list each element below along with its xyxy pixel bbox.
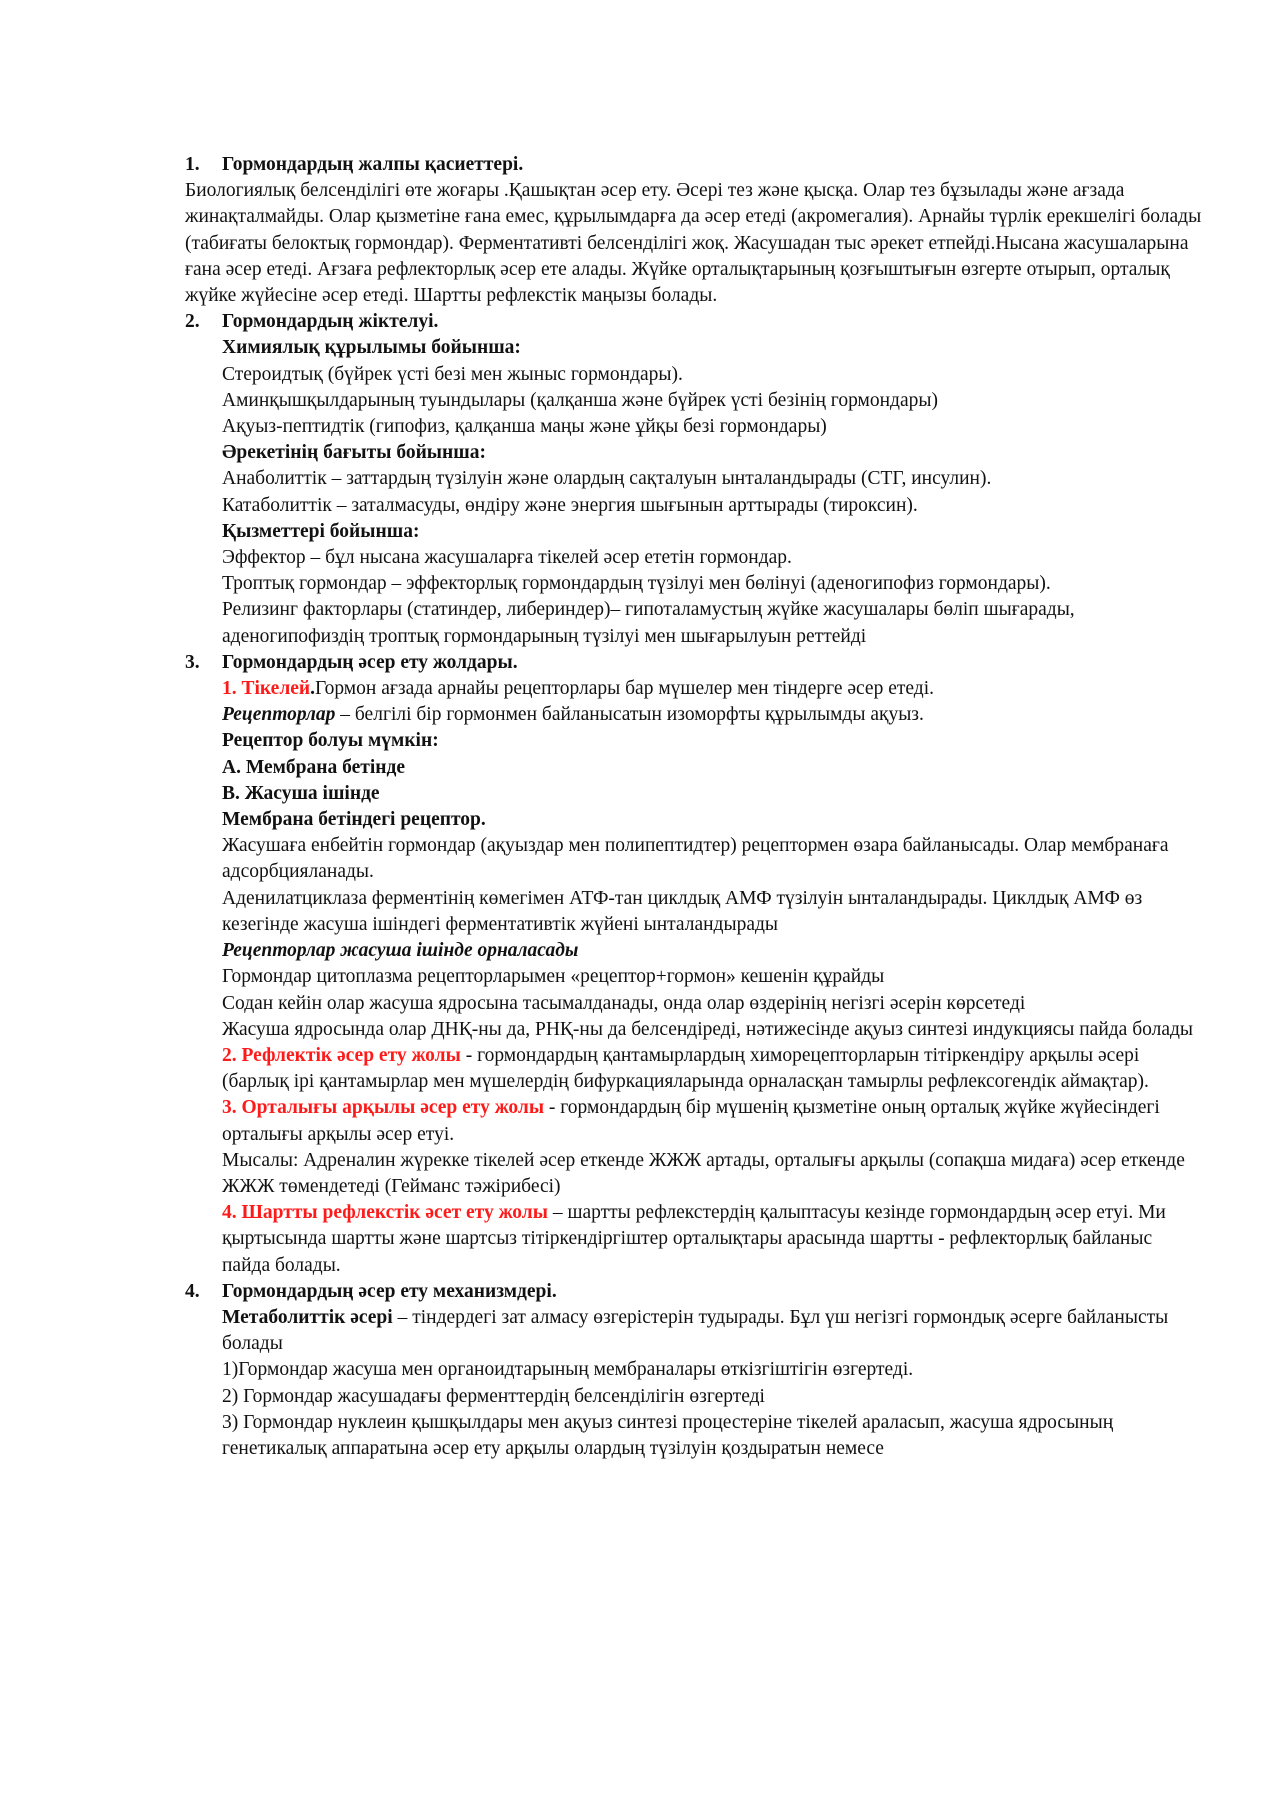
- subheading: Рецептор болуы мүмкін:: [222, 730, 439, 752]
- section-title: Гормондардың жіктелуі.: [222, 311, 439, 333]
- direct-path-paragraph: [222, 676, 1205, 702]
- text-span: Гормон ағзада арнайы рецепторлары бар мүшелер мен тіндерге әсер етеді.: [315, 678, 935, 700]
- subheading: Мембрана бетіндегі рецептор.: [222, 809, 486, 831]
- section-4-heading: [185, 1279, 1205, 1305]
- section-1-heading: [185, 152, 1205, 178]
- text-span: – шартты рефлекстердің қалыптасуы кезінде гормондардың әсер етуі. Ми қыртысында шартты және шартсыз тітіркендіргіштер орталықтары арасында шартты - рефлекторлық байланыс пайда болады.: [222, 1202, 1166, 1276]
- list-item: 1)Гормондар жасуша мен органоидтарының мембраналары өткізгіштігін өзгертеді.: [222, 1359, 914, 1381]
- text-line: Содан кейін олар жасуша ядросына тасымалданады, онда олар өздерінің негізгі әсерін көрсетеді: [222, 992, 1026, 1014]
- section-2-heading: [185, 309, 1205, 335]
- section-2-body: [185, 335, 1205, 649]
- text-line: Аминқышқылдарының туындылары (қалқанша және бүйрек үсті безінің гормондары): [222, 389, 938, 411]
- text-line: Стероидтық (бүйрек үсті безі мен жыныс гормондары).: [222, 363, 683, 385]
- section-number: 3.: [185, 651, 200, 673]
- section-3-body: [185, 676, 1205, 1279]
- list-item: 3) Гормондар нуклеин қышқылдары мен ақуыз синтезі процестеріне тікелей араласып, жасуша ядросының генетикалық аппаратына әсер ету арқылы олардың түзілуін қоздыратын немесе: [222, 1411, 1114, 1459]
- term: Метаболиттік әсері: [222, 1306, 393, 1328]
- subheading: В. Жасуша ішінде: [222, 782, 380, 804]
- center-path-paragraph: [222, 1095, 1205, 1147]
- text-span: - гормондардың бір мүшенің қызметіне оның орталық жүйке жүйесіндегі орталығы арқылы әсер етуі.: [222, 1097, 1160, 1145]
- text-line: Релизинг факторлары (статиндер, либериндер)– гипоталамустың жүйке жасушалары бөліп шығарады, аденогипофиздің троптық гормондарының түзілуі мен шығарылуын реттейді: [222, 599, 1075, 647]
- text-line: Эффектор – бұл нысана жасушаларға тікелей әсер ететін гормондар.: [222, 547, 792, 569]
- section-title: Гормондардың жалпы қасиеттері.: [222, 154, 524, 175]
- highlight-term: 3. Орталығы арқылы әсер ету жолы: [222, 1097, 545, 1119]
- list-item: 2) Гормондар жасушадағы ферменттердің белсенділігін өзгертеді: [222, 1385, 765, 1407]
- section-number: 1.: [185, 154, 200, 175]
- text-line: Катаболиттік – заталмасуды, өндіру және энергия шығынын арттырады (тироксин).: [222, 494, 918, 516]
- section-title: Гормондардың әсер ету механизмдері.: [222, 1280, 557, 1302]
- metabolic-effect-paragraph: [222, 1305, 1205, 1357]
- punctuation: .: [310, 678, 316, 700]
- section-number: 4.: [185, 1280, 200, 1302]
- text-line: Жасуша ядросында олар ДНҚ-ны да, РНҚ-ны да белсендіреді, нәтижесінде ақуыз синтезі индукциясы пайда болады: [222, 1018, 1194, 1040]
- text-span: – тіндердегі зат алмасу өзгерістерін тудырады. Бұл үш негізгі гормондық әсерге байланысты болады: [222, 1306, 1169, 1355]
- text-span: - гормондардың қантамырлардың химорецепторларын тітіркендіру арқылы әсері (барлық ірі қантамырлар мен мүшелердің бифуркацияларында орналасқан тамырлы рефлексогендік аймақтар).: [222, 1044, 1149, 1093]
- highlight-term: 4. Шартты рефлекстік әсет ету жолы: [222, 1202, 548, 1224]
- text-line: Мысалы: Адреналин жүрекке тікелей әсер еткенде ЖЖЖ артады, орталығы арқылы (сопақша мидаға) әсер еткенде ЖЖЖ төмендетеді (Гейманс тәжірибесі): [222, 1149, 1185, 1197]
- text-span: – белгілі бір гормонмен байланысатын изоморфты құрылымды ақуыз.: [335, 704, 924, 726]
- receptor-definition: [222, 702, 1205, 728]
- highlight-term: 1. Тікелей: [222, 678, 311, 700]
- subheading: А. Мембрана бетінде: [222, 756, 406, 778]
- section-number: 2.: [185, 311, 200, 333]
- text-line: Аденилатциклаза ферментінің көмегімен АТФ-тан циклдық АМФ түзілуін ынталандырады. Циклдық АМФ өз кезегінде жасуша ішіндегі ферментативтік жүйені ынталандырады: [222, 887, 1143, 935]
- term: Рецепторлар: [222, 704, 336, 726]
- subheading: Рецепторлар жасуша ішінде орналасады: [222, 940, 579, 962]
- text-line: Жасушаға енбейтін гормондар (ақуыздар мен полипептидтер) рецептормен өзара байланысады. Олар мембранаға адсорбцияланады.: [222, 835, 1169, 883]
- text-line: Анаболиттік – заттардың түзілуін және олардың сақталуын ынталандырады (СТГ, инсулин).: [222, 468, 992, 490]
- subheading: Қызметтері бойынша:: [222, 520, 420, 542]
- subheading: Химиялық құрылымы бойынша:: [222, 337, 521, 359]
- text-line: Гормондар цитоплазма рецепторларымен «рецептор+гормон» кешенін құрайды: [222, 966, 885, 988]
- text-line: Троптық гормондар – эффекторлық гормондардың түзілуі мен бөлінуі (аденогипофиз гормондары).: [222, 573, 1051, 595]
- conditioned-path-paragraph: [222, 1200, 1205, 1279]
- section-4-body: [185, 1305, 1205, 1462]
- section-title: Гормондардың әсер ету жолдары.: [222, 651, 518, 673]
- subheading: Әрекетінің бағыты бойынша:: [222, 442, 486, 464]
- highlight-term: 2. Рефлектік әсер ету жолы: [222, 1044, 461, 1066]
- document-page: [185, 152, 1205, 1462]
- reflex-path-paragraph: [222, 1043, 1205, 1095]
- section-3-heading: [185, 650, 1205, 676]
- text-line: Ақуыз-пептидтік (гипофиз, қалқанша маңы және ұйқы безі гормондары): [222, 416, 827, 438]
- section-1-body: Биологиялық белсенділігі өте жоғары .Қашықтан әсер ету. Әсері тез және қысқа. Олар тез бұзылады және ағзада жинақталмайды. Олар қызметіне ғана емес, құрылымдарға да әсер етеді (акромегалия). Арнайы түрлік ерекшелігі болады (табиғаты белоктық гормондар). Ферментативті белсенділігі жоқ. Жасушадан тыс әрекет етпейді.Нысана жасушаларына ғана әсер етеді. Ағзаға рефлекторлық әсер ете алады. Жүйке орталықтарының қозғыштығын өзгерте отырып, орталық жүйке жүйесіне әсер етеді. Шартты рефлекстік маңызы болады.: [185, 180, 1202, 307]
